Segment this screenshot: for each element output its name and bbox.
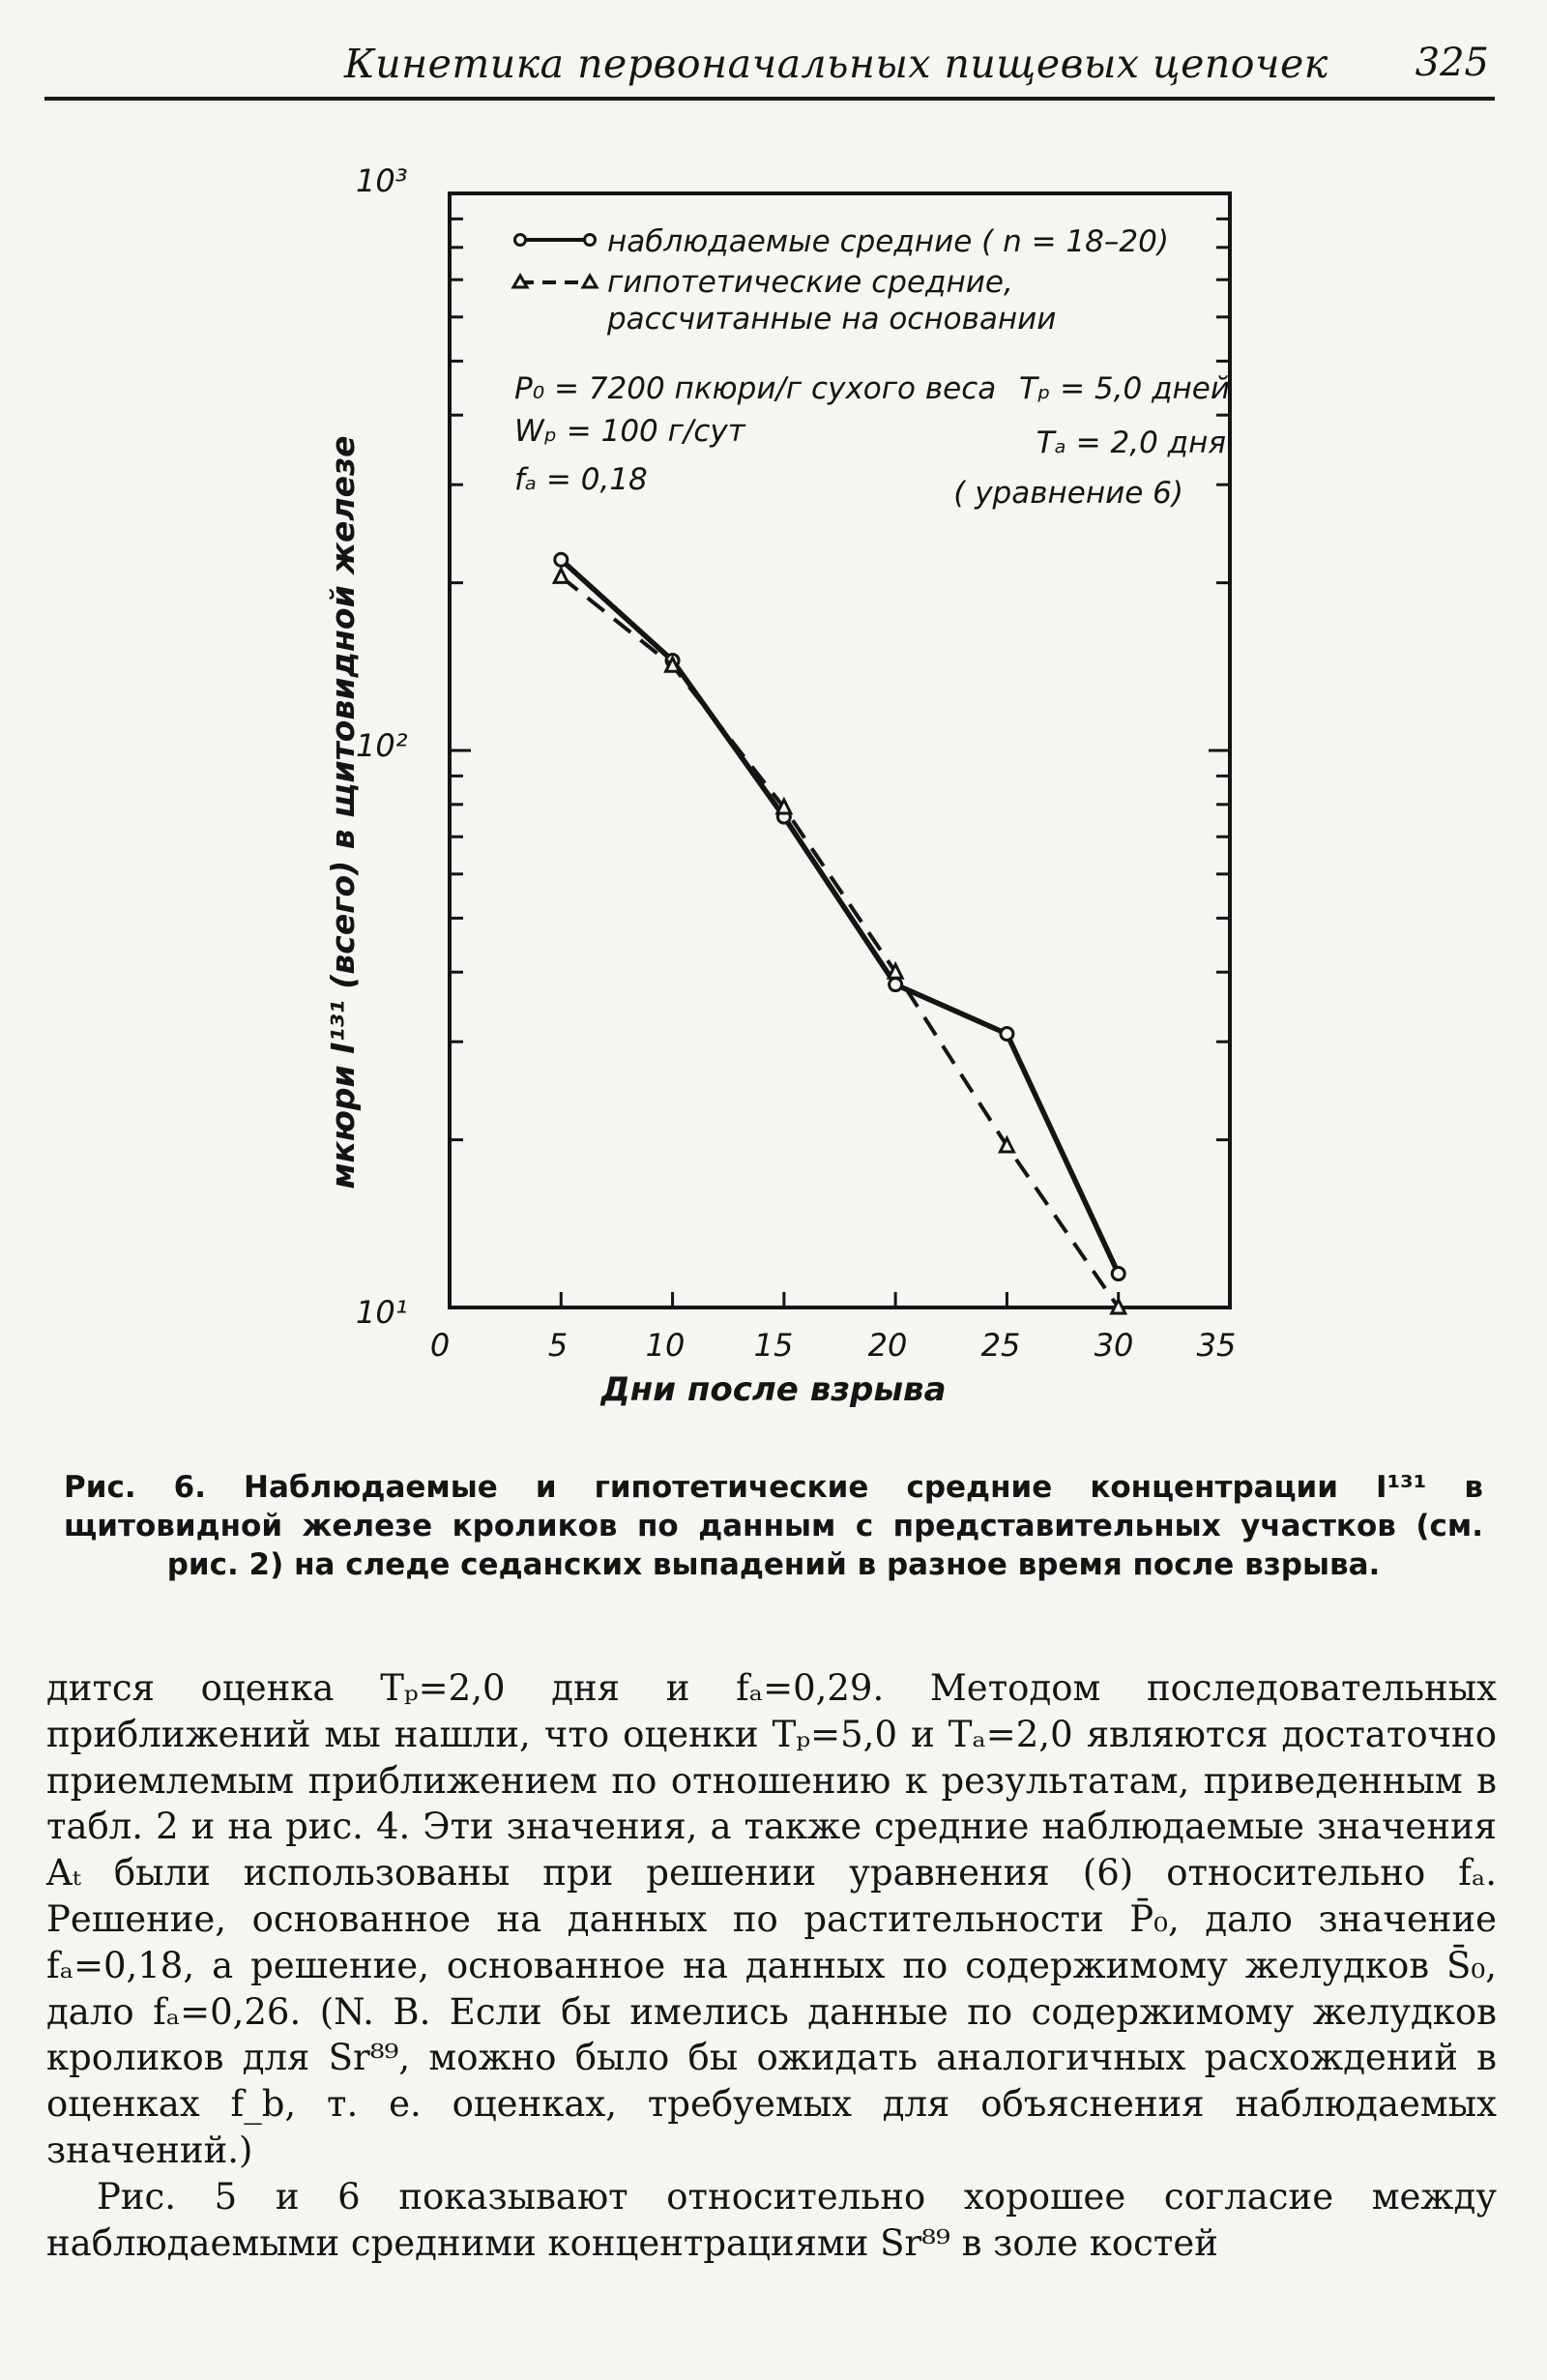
y-axis-label: мкюри I¹³¹ (всего) в щитовидной железе [324,435,362,1190]
annotation-wp: Wₚ = 100 г/сут [514,414,745,449]
legend-observed-marker-left [515,235,526,246]
body-text [46,1665,1497,2266]
x-tick-label-25: 25 [980,1327,1021,1364]
running-title: Кинетика первоначальных пищевых цепочек [344,41,1328,87]
series-line-observed [561,560,1118,1274]
point-observed-day30 [1112,1268,1124,1280]
annotation-tp: Tₚ = 5,0 дней [1019,371,1230,406]
legend-hypothetical-marker-left [513,276,527,287]
annotation-fa: fₐ = 0,18 [514,462,648,497]
parameter-annotations [514,371,1230,511]
x-tick-label-5: 5 [547,1327,569,1364]
x-tick-label-20: 20 [867,1327,908,1364]
plot-frame [450,193,1230,1308]
point-observed-day20 [890,979,902,991]
legend-observed-marker-right [585,235,596,246]
x-tick-label-30: 30 [1094,1327,1134,1364]
x-tick-label-15: 15 [753,1327,794,1364]
annotation-p0: P₀ = 7200 пкюри/г сухого веса [514,371,997,406]
x-tick-label-35: 35 [1196,1327,1237,1364]
paragraph-1: дится оценка Tₚ=2,0 дня и fₐ=0,29. Методом последовательных приближений мы нашли, что оценки Tₚ=5,0 и Tₐ=2,0 являются достаточно приемлемым приближением по отношению к результатам, приведенным в табл. 2 и на рис. 4. Эти значения, а также средние наблюдаемые значения Aₜ были использованы при решении уравнения (6) относительно fₐ. Решение, основанное на данных по растительности P̄₀, дало значение fₐ=0,18, а решение, основанное на данных по содержимому желудков S̄₀, дало fₐ=0,26. (N. B. Если бы имелись данные по содержимому желудков кроликов для Sr⁸⁹, можно было бы ожидать аналогичных расхождений в оценках f_b, т. е. оценках, требуемых для объяснения наблюдаемых значений.) [46,1667,1497,2171]
series-layer [554,553,1124,1313]
x-axis-label: Дни после взрыва [600,1370,947,1409]
paragraph-2: Рис. 5 и 6 показывают относительно хорошее согласие между наблюдаемыми средними концентрациями Sr⁸⁹ в золе костей [46,2175,1497,2264]
caption-text: Рис. 6. Наблюдаемые и гипотетические средние концентрации I¹³¹ в щитовидной железе кроликов по данным с представительных участков (см. рис. 2) на следе седанских выпадений в разное время после взрыва. [64,1470,1483,1582]
legend-hypothetical-label-2: рассчитанные на основании [607,302,1057,337]
series-line-hypothetical [561,576,1118,1308]
point-observed-day5 [555,553,568,566]
point-hypothetical-day5 [554,569,568,582]
y-tick-label-1000: 10³ [356,162,408,199]
legend-hypothetical-marker-right [583,276,597,287]
y-tick-label-100: 10² [356,727,408,764]
y-tick-label-10: 10¹ [356,1294,408,1331]
annotation-ta: Tₐ = 2,0 дня [1036,426,1226,460]
point-observed-day25 [1001,1027,1013,1040]
legend [513,224,1169,337]
x-tick-label-10: 10 [645,1327,686,1364]
page-number: 325 [1415,41,1489,85]
annotation-equation: ( уравнение 6) [953,476,1183,511]
x-tick-label-0: 0 [429,1327,451,1364]
legend-observed-label: наблюдаемые средние ( n = 18–20) [607,224,1169,259]
legend-hypothetical-label-1: гипотетические средние, [607,265,1013,300]
figure-caption [64,1468,1483,1584]
plot-border [450,193,1230,1308]
